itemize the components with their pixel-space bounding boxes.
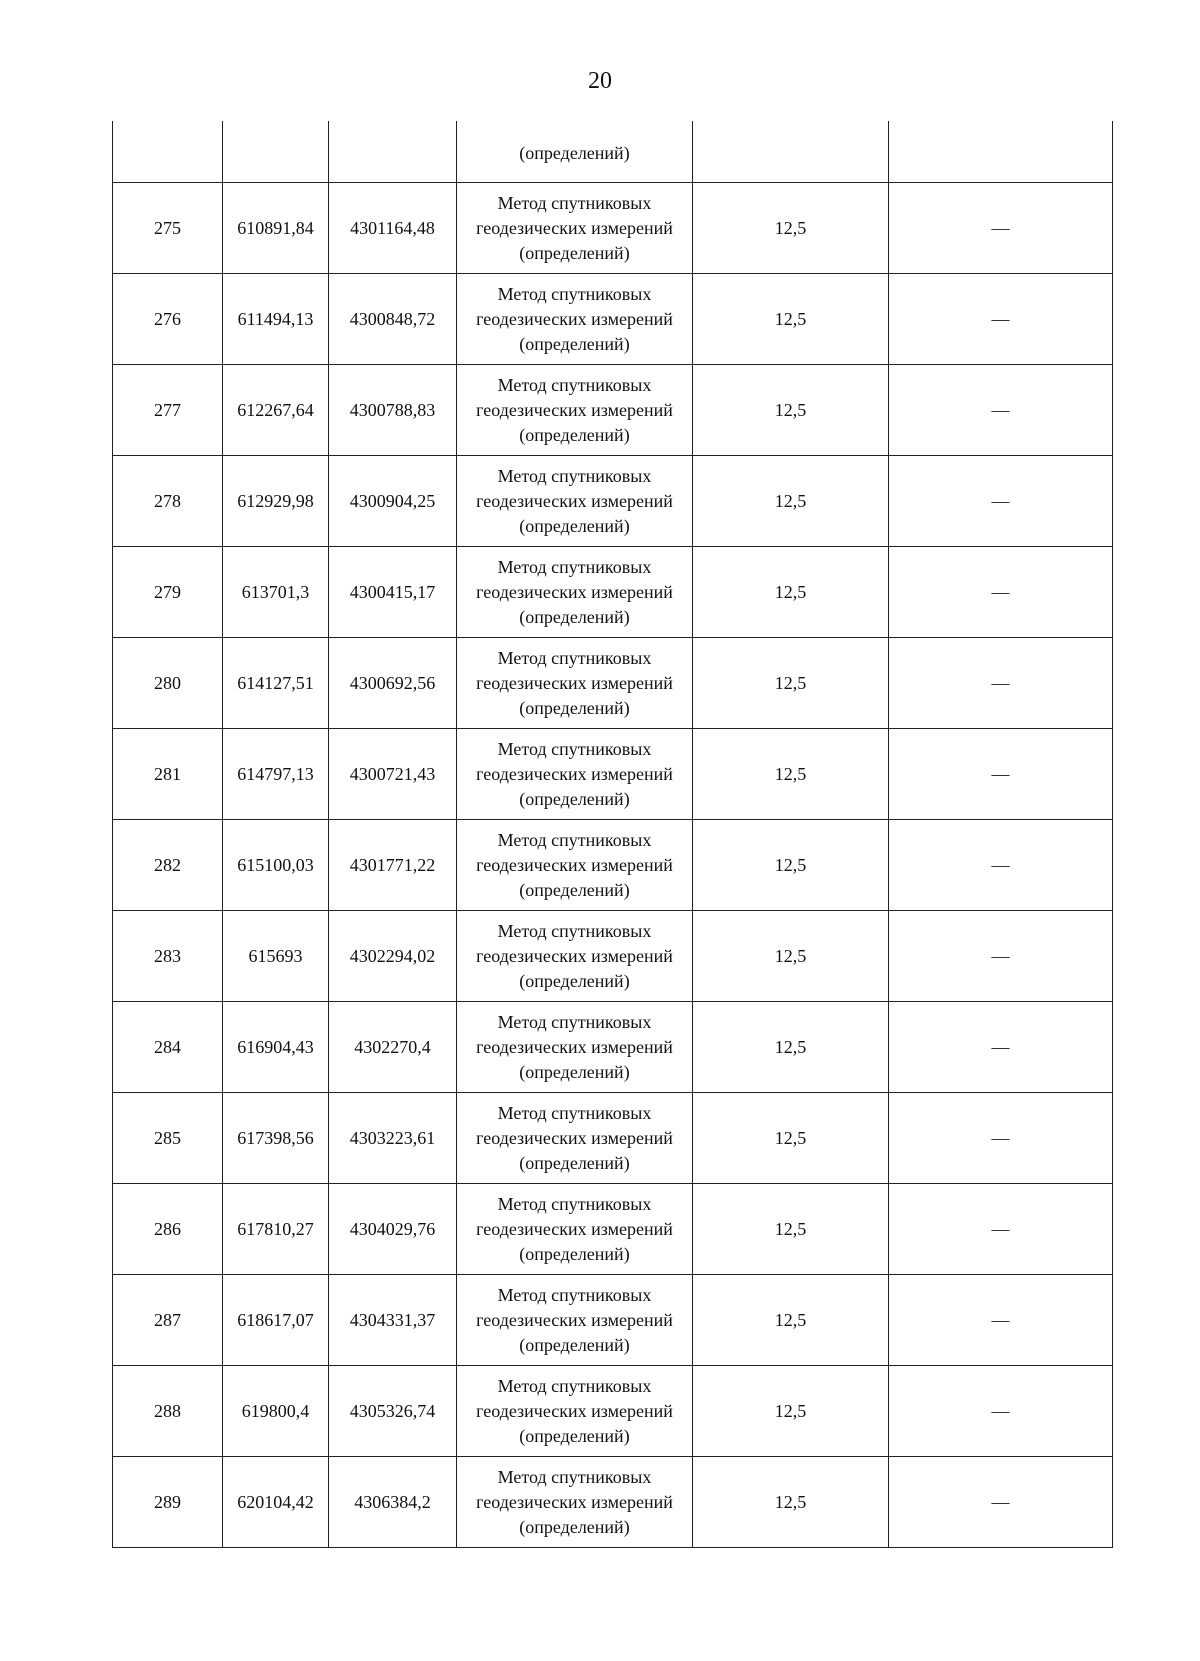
method-line-1: Метод спутниковых [497, 283, 652, 304]
x-coordinate-cell: 614127,51 [223, 638, 329, 729]
method-line-2: геодезических измерений [476, 1400, 673, 1421]
y-coordinate-cell: 4300415,17 [329, 547, 457, 638]
method-line-2: геодезических измерений [476, 1491, 673, 1512]
point-number-cell: 280 [113, 638, 223, 729]
method-line-1: Метод спутниковых [497, 374, 652, 395]
continuation-row [113, 121, 1113, 183]
note-cell: — [889, 638, 1113, 729]
note-cell: — [889, 1275, 1113, 1366]
method-line-1: Метод спутниковых [497, 829, 652, 850]
method-line-1: Метод спутниковых [497, 1284, 652, 1305]
table-row [113, 820, 1113, 911]
method-line-3: (определений) [519, 1243, 630, 1264]
accuracy-cell: 12,5 [693, 638, 889, 729]
x-coordinate-cell: 617810,27 [223, 1184, 329, 1275]
point-number-cell: 278 [113, 456, 223, 547]
table-row [113, 1366, 1113, 1457]
method-line-2: геодезических измерений [476, 399, 673, 420]
y-coordinate-cell: 4300904,25 [329, 456, 457, 547]
table-row [113, 456, 1113, 547]
method-cell [457, 638, 693, 729]
accuracy-cell: 12,5 [693, 456, 889, 547]
method-line-1: Метод спутниковых [497, 192, 652, 213]
note-cell: — [889, 274, 1113, 365]
x-coordinate-cell: 617398,56 [223, 1093, 329, 1184]
cell-empty [329, 121, 457, 183]
note-cell: — [889, 820, 1113, 911]
accuracy-cell: 12,5 [693, 1366, 889, 1457]
accuracy-cell: 12,5 [693, 547, 889, 638]
method-line-1: Метод спутниковых [497, 920, 652, 941]
method-line-2: геодезических измерений [476, 1127, 673, 1148]
table-row [113, 1275, 1113, 1366]
table-row [113, 183, 1113, 274]
table-row [113, 1093, 1113, 1184]
method-line-3: (определений) [519, 879, 630, 900]
method-cell [457, 729, 693, 820]
note-cell: — [889, 183, 1113, 274]
y-coordinate-cell: 4302294,02 [329, 911, 457, 1002]
method-cell [457, 547, 693, 638]
method-cell [457, 911, 693, 1002]
note-cell: — [889, 1457, 1113, 1548]
table-row [113, 1002, 1113, 1093]
accuracy-cell: 12,5 [693, 274, 889, 365]
point-number-cell: 287 [113, 1275, 223, 1366]
point-number-cell: 275 [113, 183, 223, 274]
cell-empty [223, 121, 329, 183]
y-coordinate-cell: 4305326,74 [329, 1366, 457, 1457]
table-row [113, 1184, 1113, 1275]
point-number-cell: 285 [113, 1093, 223, 1184]
method-line-2: геодезических измерений [476, 1218, 673, 1239]
note-cell: — [889, 456, 1113, 547]
accuracy-cell: 12,5 [693, 911, 889, 1002]
method-line-3: (определений) [519, 1061, 630, 1082]
method-line-3: (определений) [519, 788, 630, 809]
y-coordinate-cell: 4300788,83 [329, 365, 457, 456]
method-line-1: Метод спутниковых [497, 1102, 652, 1123]
y-coordinate-cell: 4303223,61 [329, 1093, 457, 1184]
note-cell: — [889, 1002, 1113, 1093]
y-coordinate-cell: 4300692,56 [329, 638, 457, 729]
note-cell: — [889, 1184, 1113, 1275]
method-line-2: геодезических измерений [476, 308, 673, 329]
y-coordinate-cell: 4300848,72 [329, 274, 457, 365]
x-coordinate-cell: 619800,4 [223, 1366, 329, 1457]
table-row [113, 638, 1113, 729]
method-line-3: (определений) [519, 1152, 630, 1173]
method-line-2: геодезических измерений [476, 763, 673, 784]
point-number-cell: 279 [113, 547, 223, 638]
accuracy-cell: 12,5 [693, 365, 889, 456]
x-coordinate-cell: 613701,3 [223, 547, 329, 638]
x-coordinate-cell: 615693 [223, 911, 329, 1002]
cell-empty [113, 121, 223, 183]
method-line-3: (определений) [519, 515, 630, 536]
point-number-cell: 276 [113, 274, 223, 365]
method-cell [457, 456, 693, 547]
method-line-1: Метод спутниковых [497, 465, 652, 486]
accuracy-cell: 12,5 [693, 729, 889, 820]
table-row [113, 274, 1113, 365]
x-coordinate-cell: 611494,13 [223, 274, 329, 365]
method-line-2: геодезических измерений [476, 1309, 673, 1330]
method-line-3: (определений) [519, 970, 630, 991]
note-cell: — [889, 729, 1113, 820]
method-line-3: (определений) [519, 424, 630, 445]
accuracy-cell: 12,5 [693, 1275, 889, 1366]
y-coordinate-cell: 4301164,48 [329, 183, 457, 274]
method-line-3: (определений) [519, 1516, 630, 1537]
method-cell [457, 183, 693, 274]
table-row [113, 911, 1113, 1002]
x-coordinate-cell: 620104,42 [223, 1457, 329, 1548]
coordinates-table [112, 121, 1113, 1548]
method-line-3: (определений) [519, 1425, 630, 1446]
method-cell [457, 1002, 693, 1093]
x-coordinate-cell: 618617,07 [223, 1275, 329, 1366]
method-line-2: геодезических измерений [476, 945, 673, 966]
cell-empty [693, 121, 889, 183]
y-coordinate-cell: 4302270,4 [329, 1002, 457, 1093]
method-line-2: геодезических измерений [476, 854, 673, 875]
table-row [113, 365, 1113, 456]
method-line-2: геодезических измерений [476, 581, 673, 602]
method-line-1: Метод спутниковых [497, 1011, 652, 1032]
point-number-cell: 284 [113, 1002, 223, 1093]
method-line-3: (определений) [519, 333, 630, 354]
y-coordinate-cell: 4306384,2 [329, 1457, 457, 1548]
method-line-3: (определений) [519, 606, 630, 627]
note-cell: — [889, 1366, 1113, 1457]
method-cell [457, 1093, 693, 1184]
x-coordinate-cell: 615100,03 [223, 820, 329, 911]
method-line-1: Метод спутниковых [497, 1375, 652, 1396]
accuracy-cell: 12,5 [693, 1093, 889, 1184]
x-coordinate-cell: 614797,13 [223, 729, 329, 820]
method-line-3: (определений) [519, 242, 630, 263]
point-number-cell: 289 [113, 1457, 223, 1548]
point-number-cell: 286 [113, 1184, 223, 1275]
y-coordinate-cell: 4301771,22 [329, 820, 457, 911]
method-line-2: геодезических измерений [476, 672, 673, 693]
method-cell [457, 1457, 693, 1548]
method-line-3: (определений) [519, 1334, 630, 1355]
x-coordinate-cell: 612929,98 [223, 456, 329, 547]
note-cell: — [889, 365, 1113, 456]
note-cell: — [889, 547, 1113, 638]
x-coordinate-cell: 616904,43 [223, 1002, 329, 1093]
point-number-cell: 281 [113, 729, 223, 820]
method-continuation-cell: (определений) [457, 121, 693, 183]
accuracy-cell: 12,5 [693, 1002, 889, 1093]
y-coordinate-cell: 4300721,43 [329, 729, 457, 820]
method-cell [457, 274, 693, 365]
table-body [113, 121, 1113, 1548]
point-number-cell: 288 [113, 1366, 223, 1457]
method-line-1: Метод спутниковых [497, 556, 652, 577]
method-line-1: Метод спутниковых [497, 1193, 652, 1214]
table-row [113, 729, 1113, 820]
point-number-cell: 283 [113, 911, 223, 1002]
accuracy-cell: 12,5 [693, 183, 889, 274]
x-coordinate-cell: 612267,64 [223, 365, 329, 456]
method-line-3: (определений) [519, 697, 630, 718]
method-line-2: геодезических измерений [476, 217, 673, 238]
page-number: 20 [588, 68, 612, 94]
method-cell [457, 1366, 693, 1457]
accuracy-cell: 12,5 [693, 1184, 889, 1275]
point-number-cell: 282 [113, 820, 223, 911]
method-line-1: Метод спутниковых [497, 647, 652, 668]
accuracy-cell: 12,5 [693, 1457, 889, 1548]
y-coordinate-cell: 4304029,76 [329, 1184, 457, 1275]
method-cell [457, 820, 693, 911]
method-line-1: Метод спутниковых [497, 1466, 652, 1487]
method-line-1: Метод спутниковых [497, 738, 652, 759]
table-row [113, 1457, 1113, 1548]
method-line-2: геодезических измерений [476, 1036, 673, 1057]
method-cell [457, 1275, 693, 1366]
accuracy-cell: 12,5 [693, 820, 889, 911]
method-cell [457, 365, 693, 456]
x-coordinate-cell: 610891,84 [223, 183, 329, 274]
note-cell: — [889, 1093, 1113, 1184]
point-number-cell: 277 [113, 365, 223, 456]
method-line-2: геодезических измерений [476, 490, 673, 511]
table-row [113, 547, 1113, 638]
note-cell: — [889, 911, 1113, 1002]
y-coordinate-cell: 4304331,37 [329, 1275, 457, 1366]
cell-empty [889, 121, 1113, 183]
method-cell [457, 1184, 693, 1275]
